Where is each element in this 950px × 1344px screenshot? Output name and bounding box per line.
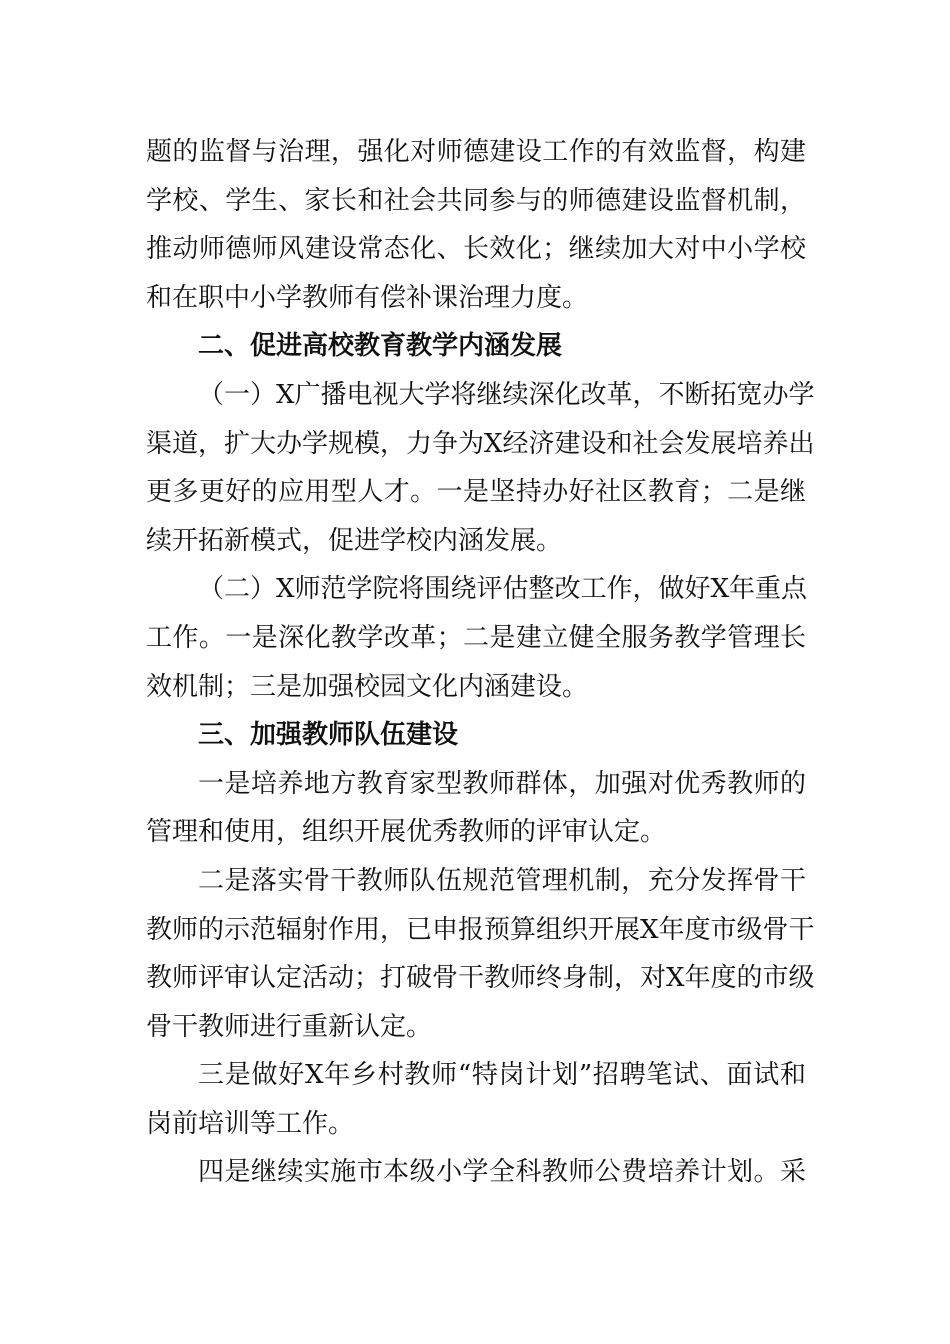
- paragraph-line: 题的监督与治理，强化对师德建设工作的有效监督，构建: [146, 137, 806, 167]
- paragraph-line: 更多更好的应用型人才。一是坚持办好社区教育；二是继: [146, 477, 806, 508]
- paragraph-line: 岗前培训等工作。: [146, 1108, 355, 1139]
- paragraph-line: 教师评审认定活动；打破骨干教师终身制，对X年度的市级: [146, 963, 815, 994]
- paragraph-line: 二是落实骨干教师队伍规范管理机制，充分发挥骨干: [198, 865, 806, 896]
- section-heading: 三、加强教师队伍建设: [198, 720, 459, 751]
- paragraph-line: 骨干教师进行重新认定。: [146, 1011, 433, 1042]
- document-body: [146, 128, 815, 1197]
- paragraph-line: 四是继续实施市本级小学全科教师公费培养计划。采: [198, 1157, 806, 1188]
- paragraph-line: （二）X师范学院将围绕评估整改工作，做好X年重点: [198, 574, 808, 605]
- paragraph-line: 效机制；三是加强校园文化内涵建设。: [146, 671, 589, 702]
- paragraph-line: 推动师德师风建设常态化、长效化；继续加大对中小学校: [146, 234, 806, 265]
- paragraph-line: 学校、学生、家长和社会共同参与的师德建设监督机制，: [146, 185, 806, 216]
- paragraph-line: 三是做好X年乡村教师“特岗计划”招聘笔试、面试和: [198, 1060, 806, 1091]
- paragraph-line: 管理和使用，组织开展优秀教师的评审认定。: [146, 817, 667, 848]
- paragraph-line: 和在职中小学教师有偿补课治理力度。: [146, 282, 589, 313]
- paragraph-line: 教师的示范辐射作用，已申报预算组织开展X年度市级骨干: [146, 914, 815, 945]
- paragraph-line: （一）X广播电视大学将继续深化改革，不断拓宽办学: [198, 379, 815, 410]
- paragraph-line: 一是培养地方教育家型教师群体，加强对优秀教师的: [198, 768, 806, 799]
- paragraph-line: 工作。一是深化教学改革；二是建立健全服务教学管理长: [146, 622, 806, 653]
- paragraph-line: 续开拓新模式，促进学校内涵发展。: [146, 525, 563, 556]
- paragraph-line: 渠道，扩大办学规模，力争为X经济建设和社会发展培养出: [146, 428, 815, 459]
- section-heading: 二、促进高校教育教学内涵发展: [198, 331, 563, 362]
